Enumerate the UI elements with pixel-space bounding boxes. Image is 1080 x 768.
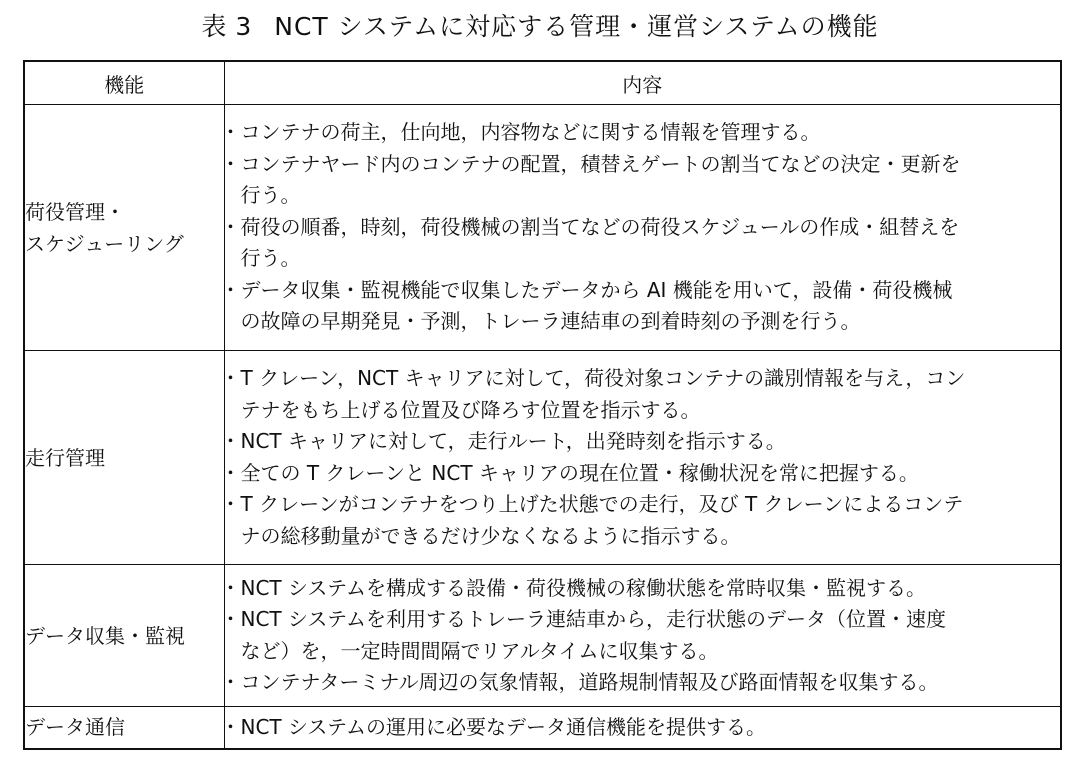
table-title-prefix: 表 [201,12,228,41]
bullet-text-line: ナの総移動量ができるだけ少なくなるように指示する。 [240,523,741,548]
bullet-item [225,489,1061,552]
table-header-row [24,61,1061,105]
bullet-list [225,117,1061,338]
bullet-item [225,573,1061,605]
bullet-list [225,363,1061,552]
table-title-text: NCT システムに対応する管理・運営システムの機能 [274,12,879,41]
bullet-text-line: など）を，一定時間間隔でリアルタイムに収集する。 [240,638,719,663]
bullet-text-line: ・ データ収集・監視機能で収集したデータから AI 機能を用いて，設備・荷役機械 [240,277,953,302]
bullet-item [225,458,1061,490]
bullet-text-line: ・ NCT システムを構成する設備・荷役機械の稼働状態を常時収集・監視する。 [240,575,926,600]
bullet-item [225,117,1061,149]
table-title-number: 3 [235,12,253,41]
function-name-line: データ通信 [25,715,125,740]
bullet-item [225,667,1061,699]
bullet-list [225,712,1061,744]
bullet-text-line: ・ T クレーンがコンテナをつり上げた状態での走行，及び T クレーンによるコンテ [240,492,964,516]
function-name-line: 荷役管理・ [25,199,125,224]
bullet-text-line: ・ コンテナヤード内のコンテナの配置，積替えゲートの割当てなどの決定・更新を [240,151,961,176]
bullet-item [225,604,1061,667]
table-title [0,10,1080,44]
function-name-cell [24,105,224,351]
bullet-item [225,149,1061,212]
function-name-line: 走行管理 [25,445,105,470]
header-content: 内容 [224,61,1061,105]
bullet-text-line: 行う。 [240,246,301,271]
bullet-text-line: ・ NCT キャリアに対して，走行ルート，出発時刻を指示する。 [240,429,786,453]
content-cell [224,351,1061,565]
bullet-text-line: ・ 全ての T クレーンと NCT キャリアの現在位置・稼働状況を常に把握する。 [240,460,919,485]
function-table [23,60,1062,750]
table-body [24,105,1061,749]
bullet-item [225,712,1061,744]
bullet-text-line: ・ NCT システムの運用に必要なデータ通信機能を提供する。 [240,714,766,739]
bullet-text-line: の故障の早期発見・予測，トレーラ連結車の到着時刻の予測を行う。 [240,309,861,334]
bullet-text-line: 行う。 [240,183,301,208]
bullet-item [225,275,1061,338]
table-row [24,707,1061,749]
function-name-cell [24,351,224,565]
content-cell [224,707,1061,749]
function-name-cell [24,707,224,749]
bullet-item [225,363,1061,426]
header-function: 機能 [24,61,224,105]
bullet-text-line: ・ T クレーン，NCT キャリアに対して，荷役対象コンテナの識別情報を与え，コン [240,366,966,390]
content-cell [224,565,1061,707]
bullet-text-line: テナをもち上げる位置及び降ろす位置を指示する。 [240,397,701,422]
table-row [24,565,1061,707]
function-name-line: データ収集・監視 [25,623,185,648]
bullet-text-line: ・ NCT システムを利用するトレーラ連結車から，走行状態のデータ（位置・速度 [240,607,946,631]
bullet-item [225,426,1061,458]
bullet-list [225,573,1061,699]
table-row [24,351,1061,565]
bullet-text-line: ・ コンテナの荷主，仕向地，内容物などに関する情報を管理する。 [240,120,821,145]
function-name-line: スケジューリング [25,231,184,256]
function-name-cell [24,565,224,707]
bullet-text-line: ・ 荷役の順番，時刻，荷役機械の割当てなどの荷役スケジュールの作成・組替えを [240,214,960,239]
bullet-item [225,212,1061,275]
bullet-text-line: ・ コンテナターミナル周辺の気象情報，道路規制情報及び路面情報を収集する。 [240,670,939,694]
content-cell [224,105,1061,351]
table-row [24,105,1061,351]
